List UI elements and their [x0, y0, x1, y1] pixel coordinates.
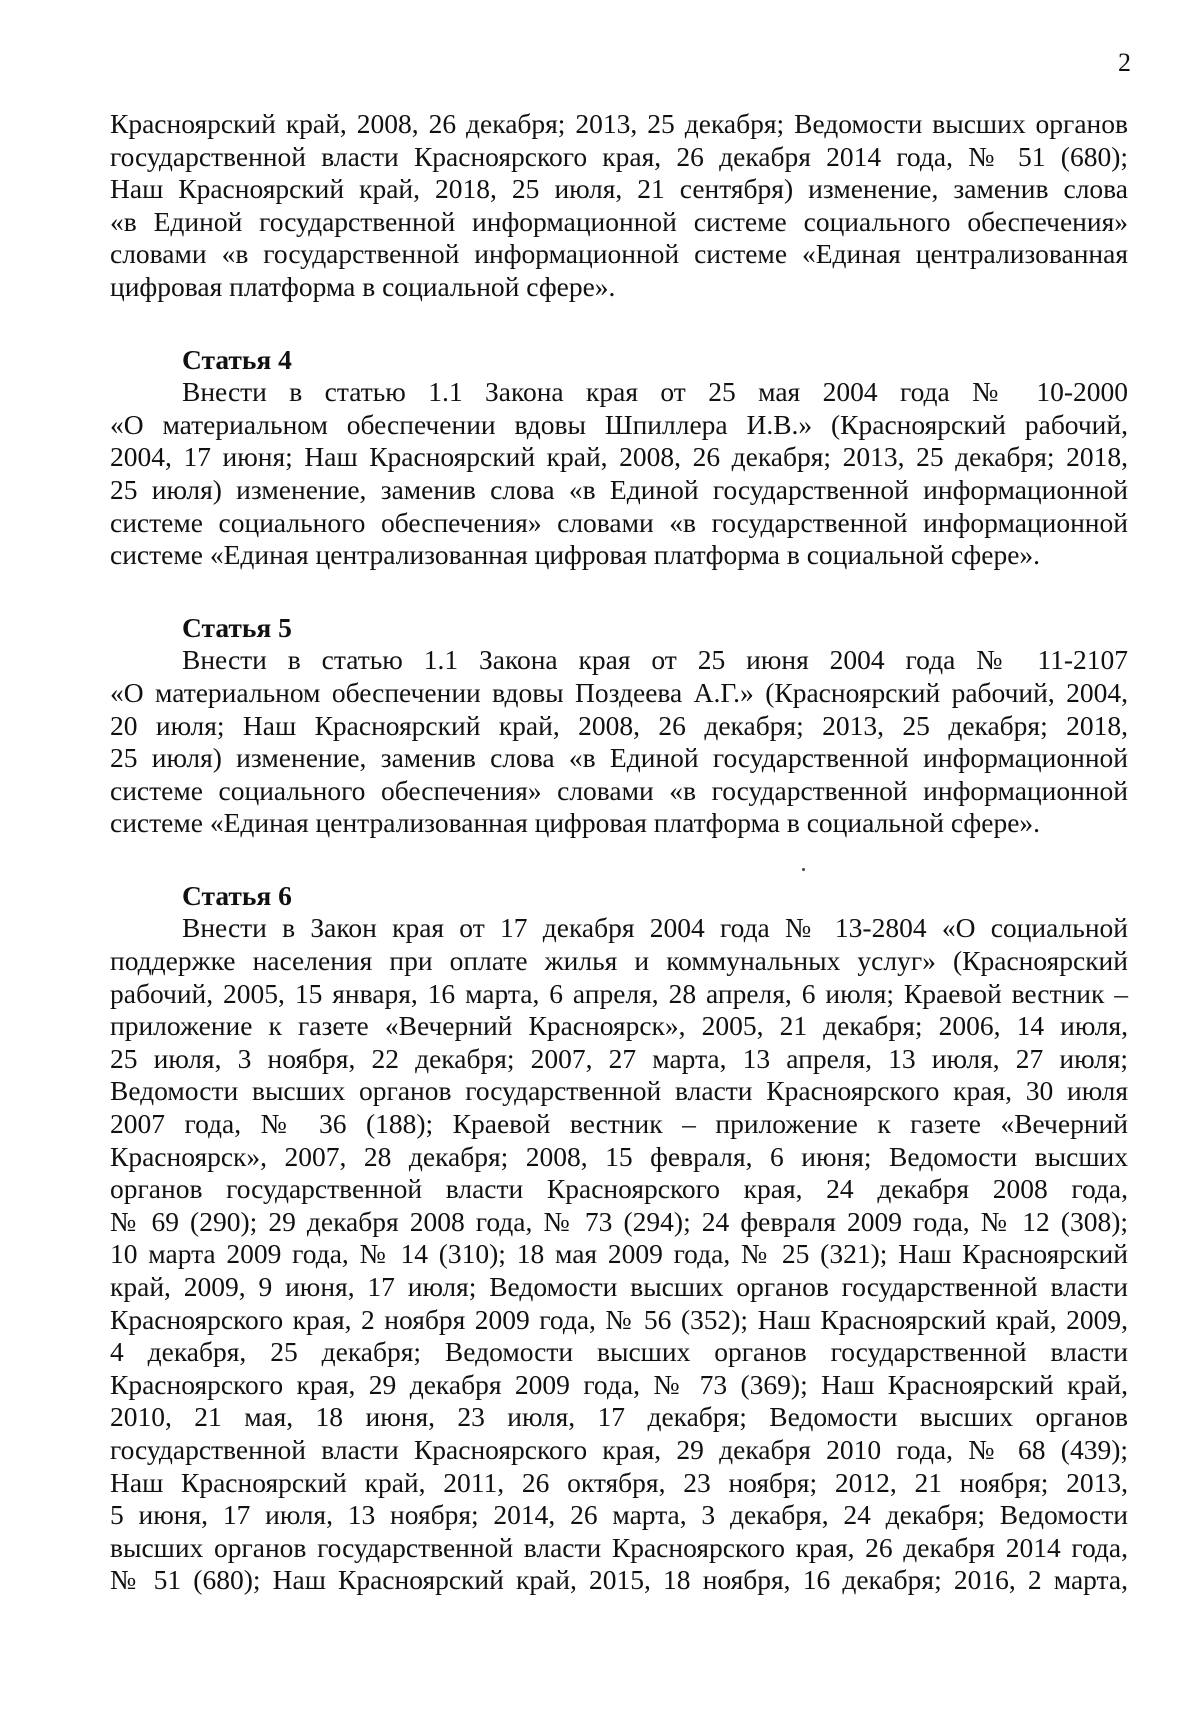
article-heading: Статья 5: [182, 611, 292, 643]
text-line: № 69 (290); 29 декабря 2008 года, № 73 (294); 24 февраля 2009 года, № 12 (308);: [110, 1205, 1128, 1237]
text-line: № 51 (680); Наш Красноярский край, 2015, 18 ноября, 16 декабря; 2016, 2 марта,: [110, 1564, 1128, 1596]
text-line: 25 июля) изменение, заменив слова «в Единой государственной информационной: [110, 473, 1128, 505]
text-line: 25 июля, 3 ноября, 22 декабря; 2007, 27 марта, 13 апреля, 13 июля, 27 июля;: [110, 1042, 1128, 1074]
text-line: 2007 года, № 36 (188); Краевой вестник – приложение к газете «Вечерний: [110, 1108, 1128, 1140]
text-line: государственной власти Красноярского края, 29 декабря 2010 года, № 68 (439);: [110, 1433, 1128, 1465]
intro-paragraph: [110, 108, 1128, 304]
text-line: край, 2009, 9 июня, 17 июля; Ведомости высших органов государственной власти: [110, 1271, 1128, 1302]
text-line: цифровая платформа в социальной сфере».: [110, 270, 616, 302]
text-line: Внести в статью 1.1 Закона края от 25 мая 2004 года № 10-2000: [182, 376, 1128, 408]
text-line: «О материальном обеспечении вдовы Шпиллера И.В.» (Красноярский рабочий,: [110, 408, 1128, 440]
article-heading: Статья 6: [182, 879, 292, 911]
text-line: 2004, 17 июня; Наш Красноярский край, 2008, 26 декабря; 2013, 25 декабря; 2018,: [110, 441, 1128, 473]
text-line: системе «Единая централизованная цифровая платформа в социальной сфере».: [110, 539, 1041, 571]
text-line: «в Единой государственной информационной системе социального обеспечения»: [110, 205, 1128, 237]
page-number: 2: [1118, 48, 1131, 77]
text-line: высших органов государственной власти Красноярского края, 26 декабря 2014 года,: [110, 1531, 1128, 1563]
scan-speck: [802, 868, 805, 871]
text-line: Красноярского края, 29 декабря 2009 года, № 73 (369); Наш Красноярский край,: [110, 1368, 1128, 1400]
text-line: Ведомости высших органов государственной власти Красноярского края, 30 июля: [110, 1075, 1128, 1107]
text-line: поддержке населения при оплате жилья и коммунальных услуг» (Красноярский: [110, 945, 1128, 977]
text-line: Красноярский край, 2008, 26 декабря; 2013, 25 декабря; Ведомости высших органов: [110, 108, 1128, 139]
text-line: системе социального обеспечения» словами «в государственной информационной: [110, 774, 1128, 806]
text-line: 25 июля) изменение, заменив слова «в Единой государственной информационной: [110, 742, 1128, 774]
text-line: «О материальном обеспечении вдовы Поздеева А.Г.» (Красноярский рабочий, 2004,: [110, 676, 1128, 708]
text-line: 2010, 21 мая, 18 июня, 23 июля, 17 декабря; Ведомости высших органов: [110, 1401, 1128, 1433]
text-line: Красноярского края, 2 ноября 2009 года, № 56 (352); Наш Красноярский край, 2009,: [110, 1303, 1128, 1335]
text-line: 10 марта 2009 года, № 14 (310); 18 мая 2009 года, № 25 (321); Наш Красноярский: [110, 1238, 1128, 1270]
text-line: Внести в статью 1.1 Закона края от 25 июня 2004 года № 11-2107: [182, 644, 1128, 676]
text-line: приложение к газете «Вечерний Красноярск», 2005, 21 декабря; 2006, 14 июля,: [110, 1010, 1128, 1042]
article-4: [110, 344, 1128, 572]
text-line: системе социального обеспечения» словами «в государственной информационной: [110, 506, 1128, 538]
text-line: органов государственной власти Красноярского края, 24 декабря 2008 года,: [110, 1173, 1128, 1205]
text-line: системе «Единая централизованная цифровая платформа в социальной сфере».: [110, 807, 1041, 839]
article-5: [110, 612, 1128, 840]
article-6: [110, 880, 1128, 1597]
article-heading: Статья 4: [182, 343, 292, 375]
text-line: словами «в государственной информационной системе «Единая централизованная: [110, 238, 1128, 270]
text-line: Красноярск», 2007, 28 декабря; 2008, 15 февраля, 6 июня; Ведомости высших: [110, 1140, 1128, 1172]
text-line: государственной власти Красноярского края, 26 декабря 2014 года, № 51 (680);: [110, 140, 1128, 172]
text-line: 20 июля; Наш Красноярский край, 2008, 26 декабря; 2013, 25 декабря; 2018,: [110, 709, 1128, 741]
text-line: Наш Красноярский край, 2018, 25 июля, 21 сентября) изменение, заменив слова: [110, 173, 1128, 205]
text-line: 5 июня, 17 июля, 13 ноября; 2014, 26 марта, 3 декабря, 24 декабря; Ведомости: [110, 1499, 1128, 1531]
text-line: 4 декабря, 25 декабря; Ведомости высших органов государственной власти: [110, 1336, 1128, 1368]
text-line: Внести в Закон края от 17 декабря 2004 года № 13-2804 «О социальной: [182, 912, 1128, 944]
text-line: рабочий, 2005, 15 января, 16 марта, 6 апреля, 28 апреля, 6 июля; Краевой вестник –: [110, 977, 1128, 1009]
text-line: Наш Красноярский край, 2011, 26 октября, 23 ноября; 2012, 21 ноября; 2013,: [110, 1466, 1128, 1498]
document-body: [110, 108, 1128, 1597]
